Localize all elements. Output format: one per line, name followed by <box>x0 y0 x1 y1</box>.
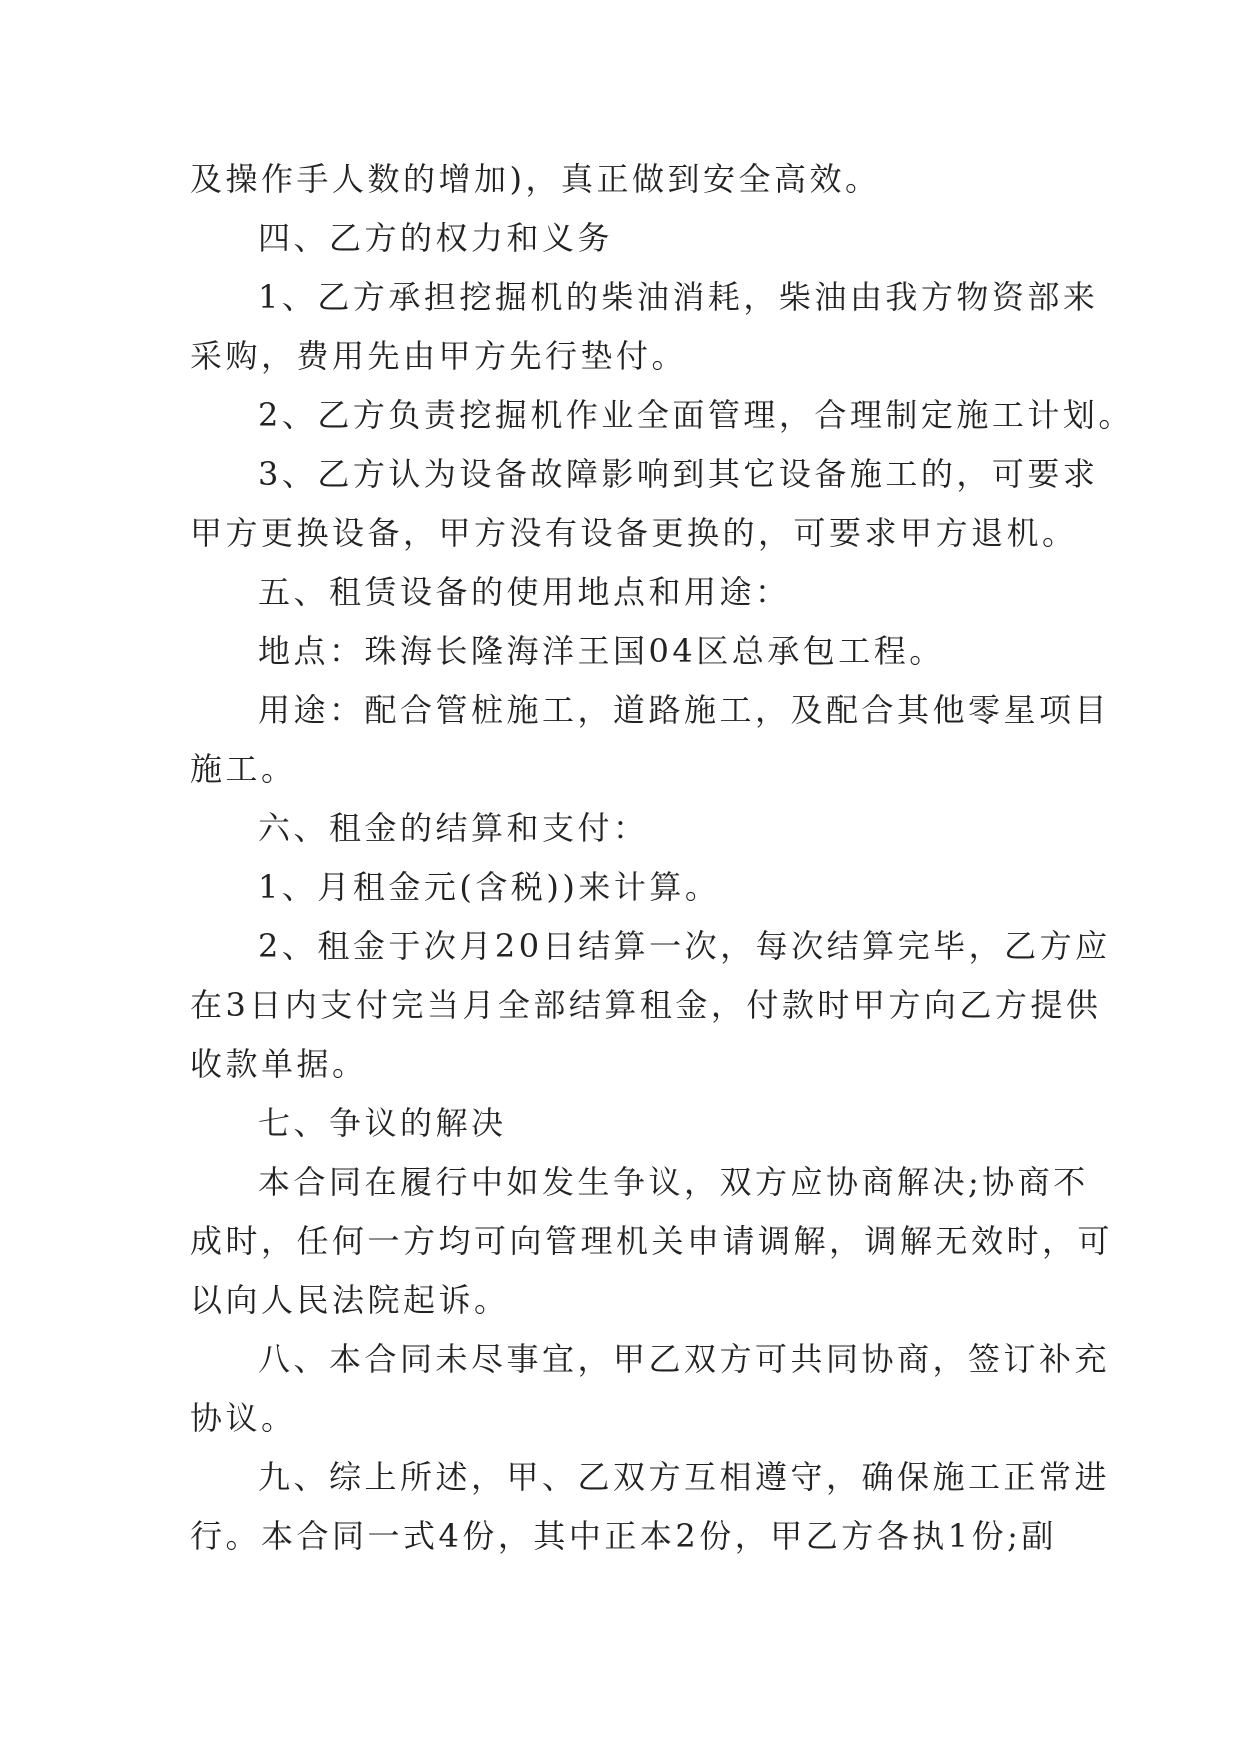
text-line-9: 地点：珠海长隆海洋王国04区总承包工程。 <box>258 632 945 670</box>
text-line-4: 采购，费用先由甲方先行垫付。 <box>190 337 688 375</box>
section-heading-8: 八、本合同未尽事宜，甲乙双方可共同协商，签订补充 <box>258 1340 1111 1378</box>
section-heading-9: 九、综上所述，甲、乙双方互相遵守，确保施工正常进 <box>258 1458 1111 1496</box>
text-line-11: 施工。 <box>190 750 297 788</box>
text-line-5: 2、乙方负责挖掘机作业全面管理，合理制定施工计划。 <box>258 396 1134 434</box>
text-line-3: 1、乙方承担挖掘机的柴油消耗，柴油由我方物资部来 <box>258 278 1099 316</box>
section-heading-4: 四、乙方的权力和义务 <box>258 219 614 257</box>
text-line-24: 行。本合同一式4份，其中正本2份，甲乙方各执1份;副 <box>190 1517 1057 1555</box>
text-line-22: 协议。 <box>190 1399 297 1437</box>
section-heading-7: 七、争议的解决 <box>258 1104 507 1142</box>
section-heading-6: 六、租金的结算和支付： <box>258 809 649 847</box>
text-line-19: 成时，任何一方均可向管理机关申请调解，调解无效时，可 <box>190 1222 1114 1260</box>
text-line-14: 2、租金于次月20日结算一次，每次结算完毕，乙方应 <box>258 927 1111 965</box>
text-line-16: 收款单据。 <box>190 1045 368 1083</box>
text-line-15: 在3日内支付完当月全部结算租金，付款时甲方向乙方提供 <box>190 986 1102 1024</box>
text-line-20: 以向人民法院起诉。 <box>190 1281 510 1319</box>
text-line-13: 1、月租金元(含税))来计算。 <box>258 868 721 906</box>
text-line-6: 3、乙方认为设备故障影响到其它设备施工的，可要求 <box>258 455 1099 493</box>
section-heading-5: 五、租赁设备的使用地点和用途： <box>258 573 791 611</box>
text-line-10: 用途：配合管桩施工，道路施工，及配合其他零星项目 <box>258 691 1111 729</box>
text-line-1: 及操作手人数的增加)，真正做到安全高效。 <box>190 160 881 198</box>
text-line-18: 本合同在履行中如发生争议，双方应协商解决;协商不 <box>258 1163 1089 1201</box>
text-line-7: 甲方更换设备，甲方没有设备更换的，可要求甲方退机。 <box>190 514 1078 552</box>
document-body <box>190 150 1134 1566</box>
